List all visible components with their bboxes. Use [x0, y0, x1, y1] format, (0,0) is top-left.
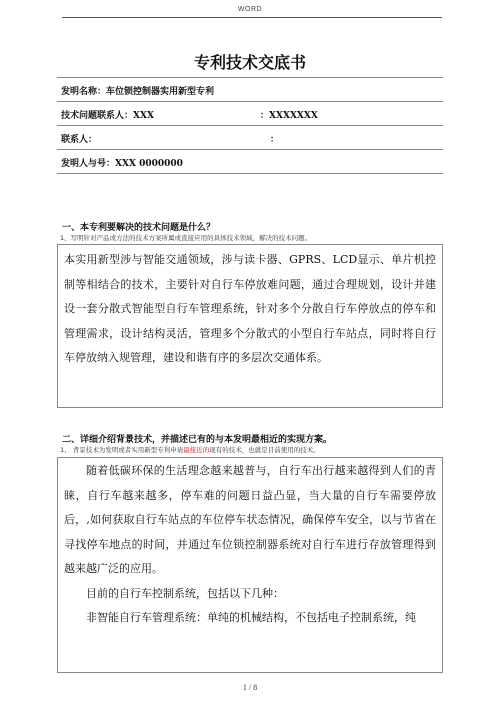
info-row-invention [57, 78, 443, 102]
section2-heading: 二、详细介绍背景技术，并描述已有的与本发明最相近的实现方案。 [62, 435, 333, 445]
contact: 联系人： [61, 135, 98, 145]
section1-note: 1、写明针对产品或方法的技术方案所属或直接应用的具体技术领域，解决的技术问题。 [60, 234, 312, 242]
info-row-tech-contact [57, 102, 443, 126]
section1-content-box [57, 244, 443, 408]
section1-heading: 一、本专利要解决的技术问题是什么？ [62, 223, 216, 233]
header-rule [62, 17, 442, 18]
tech-contact: 技术问题联系人：XXX [61, 111, 154, 121]
section2-paragraph-1: 随着低碳环保的生活理念越来越普与，自行车出行越来越得到人们的青睐，自行车越来越多，停车难的问题日益凸显，当大量的自行车需要停放后，,如何获取自行车站点的车位停车状态情况，确保停车安全，以与节省在寻找停车地点的时间，并通过车位锁控制器系统对自行车进行存放管理得到越来越广泛的应用。 [64, 464, 436, 575]
section2-paragraph-2: 目前的自行车控制系统，包括以下几种： [86, 586, 284, 600]
contact-colon: ： [270, 135, 280, 145]
info-row-inventor [57, 150, 443, 174]
section2-note [60, 445, 320, 454]
section2-note-highlight: 最接近的 [183, 446, 210, 454]
info-table [57, 77, 443, 174]
section2-content-box [57, 457, 443, 673]
section2-paragraph-3: 非智能自行车管理系统：单纯的机械结构，不包括电子控制系统，纯 [86, 611, 416, 624]
section1-body: 本实用新型涉与智能交通领域，涉与读卡器、GPRS、LCD显示、单片机控制等相结合的技术，主要针对自行车停放难问题，通过合理规划，设计并建设一套分散式智能型自行车管理系统，针对多个分散自行车停放点的停车和管理需求，设计结构灵活，管理多个分散式的小型自行车站点，同时将自行车停放纳入规管理，建设和谐有序的多层次交通体系。 [64, 253, 436, 364]
info-row-contact [57, 126, 443, 150]
section2-note-prefix: 1、 背景技术为发明或者实用新型专利申请 [60, 446, 184, 454]
section2-note-suffix: 现有的技术，也就是目前使用的技术。 [209, 446, 320, 454]
page-number: 1 / 8 [242, 683, 258, 692]
tech-contact-phone: ：XXXXXXX [260, 111, 318, 121]
header-label: WORD [237, 6, 263, 13]
invention-name: 发明名称：车位锁控制器实用新型专利 [61, 87, 215, 97]
document-title: 专利技术交底书 [193, 53, 306, 72]
inventor: 发明人与号：XXX 0000000 [61, 159, 183, 169]
